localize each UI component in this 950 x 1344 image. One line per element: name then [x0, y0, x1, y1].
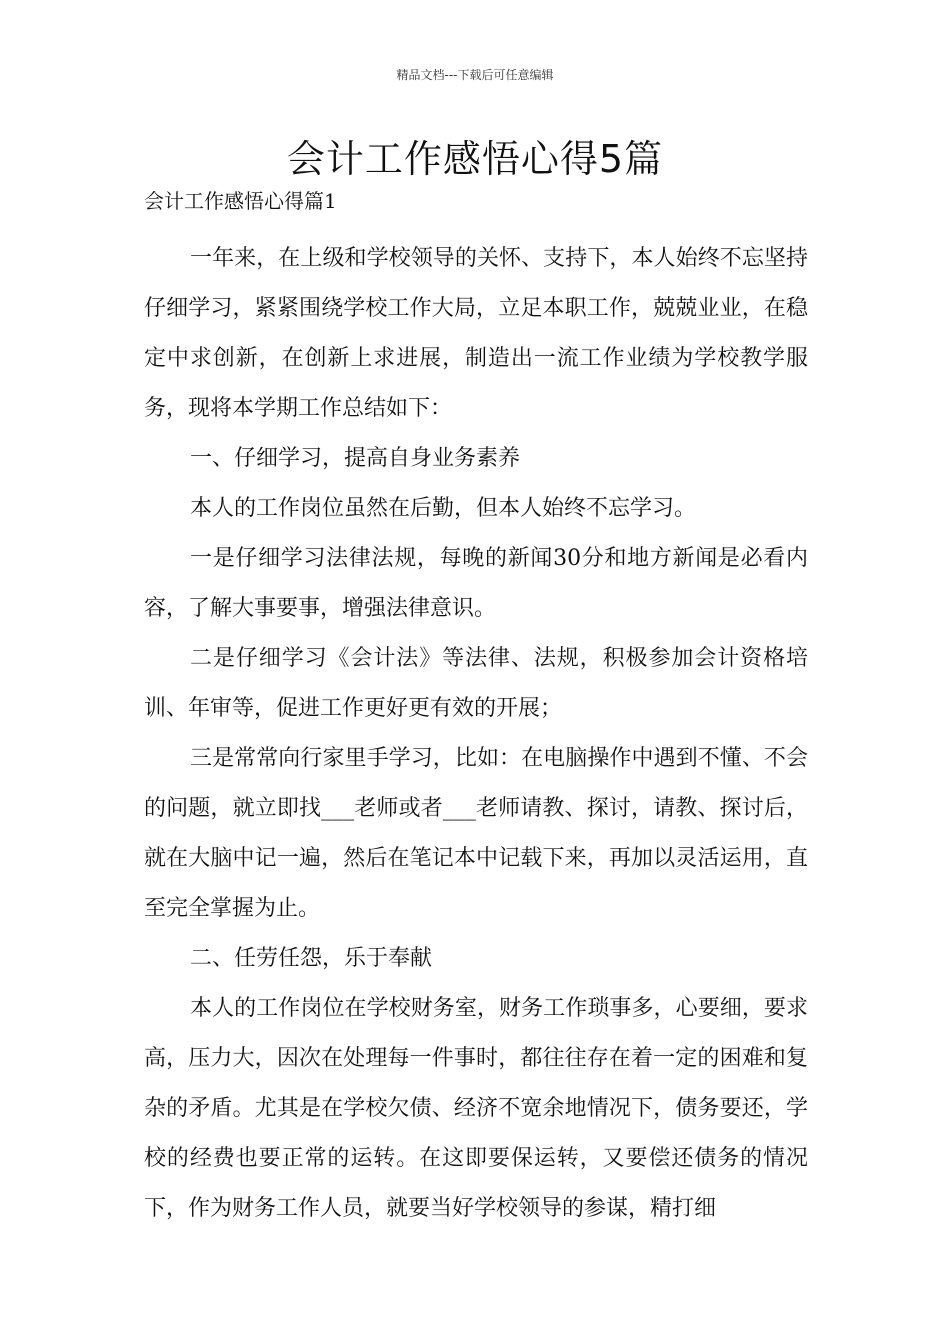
- document-body: [144, 184, 808, 1234]
- paragraph-study: 本人的工作岗位虽然在后勤，但本人始终不忘学习。: [190, 496, 697, 521]
- paragraph-point-3: 三是常常向行家里手学习，比如：在电脑操作中遇到不懂、不会的问题，就立即找___老师或者___老师请教、探讨，请教、探讨后，就在大脑中记一遍，然后在笔记本中记载下来，再加以灵活运用，直至完全掌握为止。: [144, 746, 808, 921]
- section-heading-1: 一、仔细学习，提高自身业务素养: [190, 446, 521, 471]
- paragraph-finance: 本人的工作岗位在学校财务室，财务工作琐事多，心要细，要求高，压力大，因次在处理每一件事时，都往往存在着一定的困难和复杂的矛盾。尤其是在学校欠债、经济不宽余地情况下，债务要还，学校的经费也要正常的运转。在这即要保运转，又要偿还债务的情况下，作为财务工作人员，就要当好学校领导的参谋，精打细: [144, 996, 808, 1221]
- header-note: 精品文档---下载后可任意编辑: [396, 68, 554, 82]
- paragraph-point-1: 一是仔细学习法律法规，每晚的新闻30分和地方新闻是必看内容，了解大事要事，增强法律意识。: [144, 546, 808, 621]
- paragraph-intro: 一年来，在上级和学校领导的关怀、支持下，本人始终不忘坚持仔细学习，紧紧围绕学校工作大局，立足本职工作，兢兢业业，在稳定中求创新，在创新上求进展，制造出一流工作业绩为学校教学服务，现将本学期工作总结如下：: [144, 246, 808, 421]
- section-subtitle: 会计工作感悟心得篇1: [144, 189, 337, 213]
- section-heading-2: 二、任劳任怨，乐于奉献: [190, 946, 433, 971]
- paragraph-point-2: 二是仔细学习《会计法》等法律、法规，积极参加会计资格培训、年审等，促进工作更好更有效的开展；: [144, 646, 808, 721]
- document-title: 会计工作感悟心得5篇: [286, 137, 664, 181]
